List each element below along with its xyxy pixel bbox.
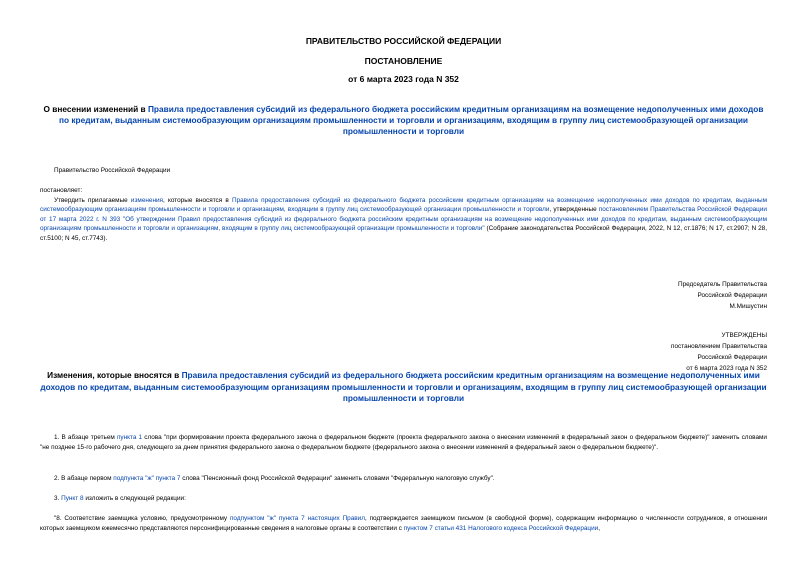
para1-text-2: , которые вносятся в <box>163 197 232 204</box>
item4-text-2: , подтверждается заемщиком письмом (в свободной форме), содержащим информацию о численности сотрудников, в отношении которых заемщиком ежемесячно представляются персонифицированные сведения в налоговые органы в соответствии с <box>40 515 768 532</box>
preamble-decides: постановляет: <box>40 187 83 194</box>
paragraph-approve <box>40 196 767 243</box>
item1-text-1: 1. В абзаце третьем <box>54 434 117 441</box>
item1-text-2: слова "при формировании проекта федерального закона о федеральном бюджете (проекта федерального закона о внесении изменений в федеральный закон о федеральном бюджете)" заменить словами "не позднее 15-го рабочего дня, следующего за днем принятия федерального закона о федеральном бюджете (федерального закона о внесении изменений в федеральный закон о федеральном бюджете)". <box>40 434 767 451</box>
item-1 <box>40 433 767 452</box>
para1-text-3: , утвержденные <box>549 206 599 214</box>
item3-text-2: изложить в следующей редакции: <box>83 495 186 502</box>
item4-text-1: "8. Соответствие заемщика условию, предусмотренному <box>54 515 230 522</box>
item1-point-1-link[interactable]: пункта 1 <box>116 434 143 441</box>
title-rules-link[interactable]: Правила предоставления субсидий из федерального бюджета российским кредитным организациям на возмещение недополученных ими доходов по кредитам, выданным системообразующим организациям промышленности и торговли и организациям, входящим в группу лиц системообразующей организации промышленности и торговли <box>58 104 764 136</box>
document-title <box>40 104 767 137</box>
signature-line-1: Председатель Правительства <box>678 281 767 288</box>
title-prefix: О внесении изменений в <box>43 104 148 114</box>
approved-block <box>671 330 767 374</box>
doc-type-heading: ПОСТАНОВЛЕНИЕ <box>364 56 443 66</box>
approved-line-1: УТВЕРЖДЕНЫ <box>721 332 767 339</box>
item-2 <box>40 474 767 484</box>
resolution-393-link[interactable]: постановлением Правительства Российской Федерации от 17 марта 2022 г. N 393 "Об утверждении Правил предоставления субсидий из федерального бюджета российским кредитным организациям на возмещение недополученных ими доходов по кредитам, выданным системообразующим организациям промышленности и торговли и организациям, входящим в группу лиц системообразующей организации промышленности и торговли" <box>40 206 767 233</box>
signature-block <box>678 279 767 312</box>
item2-text-2: слова "Пенсионный фонд Российской Федерации" заменить словами "Федеральную налоговую службу". <box>180 475 495 482</box>
changes-title <box>40 370 767 405</box>
approved-line-3: Российской Федерации <box>697 354 767 361</box>
preamble-government: Правительство Российской Федерации <box>54 167 171 174</box>
item4-tax-code-link[interactable]: пунктом 7 статьи 431 Налогового кодекса Российской Федерации <box>403 524 599 532</box>
item4-text-3: , <box>598 524 601 532</box>
changes-link[interactable]: изменения <box>130 197 164 204</box>
date-number-heading: от 6 марта 2023 года N 352 <box>348 74 459 84</box>
item3-point-8-link[interactable]: Пункт 8 <box>61 495 84 502</box>
signature-line-2: Российской Федерации <box>697 292 767 299</box>
government-heading: ПРАВИТЕЛЬСТВО РОССИЙСКОЙ ФЕДЕРАЦИИ <box>305 36 502 46</box>
changes-title-rules-link[interactable]: Правила предоставления субсидий из федерального бюджета российским кредитным организациям на возмещение недополученных ими доходов по кредитам, выданным системообразующим организациям промышленности и торговли и организациям, входящим в группу лиц системообразующей организации промышленности и торговли <box>40 370 767 403</box>
approved-line-2: постановлением Правительства <box>671 343 767 350</box>
item-4 <box>40 514 767 533</box>
approved-line-4: от 6 марта 2023 года N 352 <box>686 365 767 372</box>
item4-subpoint-link[interactable]: подпунктом "ж" пункта 7 настоящих Правил <box>229 515 365 522</box>
item2-subpoint-link[interactable]: подпункта "ж" пункта 7 <box>113 475 181 482</box>
para1-text-4: (Собрание законодательства Российской Федерации, 2022, N 12, ст.1876; N 17, ст.2907; N 28, ст.5100; N 45, ст.7743). <box>40 225 768 242</box>
item3-text-1: 3. <box>54 495 62 502</box>
item2-text-1: 2. В абзаце первом <box>54 475 114 482</box>
item-3 <box>40 494 767 504</box>
para1-text-1: Утвердить прилагаемые <box>54 197 131 204</box>
rules-link[interactable]: Правила предоставления субсидий из федерального бюджета российским кредитным организациям на возмещение недополученных ими доходов по кредитам, выданным системообразующим организациям промышленности и торговли и организациям, входящим в группу лиц системообразующей организации промышленности и торговли <box>40 197 768 214</box>
changes-title-prefix: Изменения, которые вносятся в <box>47 370 182 380</box>
signature-line-3: М.Мишустин <box>729 303 767 310</box>
